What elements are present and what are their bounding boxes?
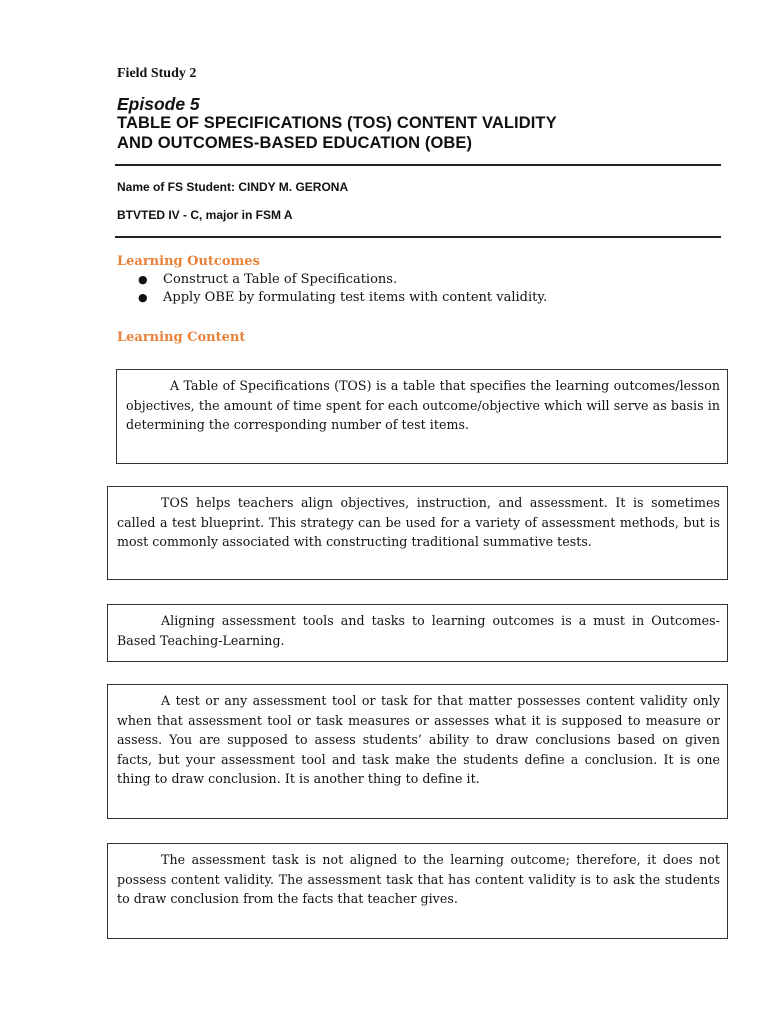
course-label: Field Study 2 (117, 66, 197, 81)
header-divider (115, 164, 721, 166)
content-box-tos-purpose (107, 486, 728, 580)
content-paragraph: TOS helps teachers align objectives, instruction, and assessment. It is sometimes called a test blueprint. This strategy can be used for a variety of assessment methods, but is most commonly associated with constructing traditional summative tests. (117, 495, 720, 550)
content-box-tos-definition (116, 369, 728, 464)
student-course: BTVTED IV - C, major in FSM A (117, 208, 293, 222)
learning-outcomes-heading: Learning Outcomes (117, 254, 260, 269)
learning-outcome-text: Construct a Table of Specifications. (163, 272, 398, 287)
content-box-alignment (107, 604, 728, 662)
learning-content-heading: Learning Content (117, 330, 246, 345)
learning-outcome-item (138, 290, 547, 305)
bullet-icon: ● (138, 273, 148, 286)
student-name: Name of FS Student: CINDY M. GERONA (117, 180, 349, 194)
learning-outcome-item (138, 272, 397, 287)
bullet-icon: ● (138, 291, 148, 304)
document-title-line-1: TABLE OF SPECIFICATIONS (TOS) CONTENT VALIDITY (117, 114, 557, 132)
content-box-content-validity (107, 684, 728, 819)
student-info-divider (115, 236, 721, 238)
episode-label: Episode 5 (117, 94, 200, 114)
content-paragraph: A Table of Specifications (TOS) is a table that specifies the learning outcomes/lesson objectives, the amount of time spent for each outcome/objective which will serve as basis in determining the corresponding number of test items. (126, 378, 720, 433)
content-box-misalignment-example (107, 843, 728, 939)
learning-outcome-text: Apply OBE by formulating test items with content validity. (163, 290, 548, 305)
content-paragraph: A test or any assessment tool or task for that matter possesses content validity only when that assessment tool or task measures or assesses what it is supposed to measure or assess. You are supposed to assess students’ ability to draw conclusions based on given facts, but your assessment tool and task make the students define a conclusion. It is one thing to draw conclusion. It is another thing to define it. (117, 693, 720, 787)
content-paragraph: Aligning assessment tools and tasks to learning outcomes is a must in Outcomes-Based Teaching-Learning. (117, 613, 720, 648)
document-title-line-2: AND OUTCOMES-BASED EDUCATION (OBE) (117, 134, 473, 152)
content-paragraph: The assessment task is not aligned to the learning outcome; therefore, it does not possess content validity. The assessment task that has content validity is to ask the students to draw conclusion from the facts that teacher gives. (117, 852, 720, 907)
